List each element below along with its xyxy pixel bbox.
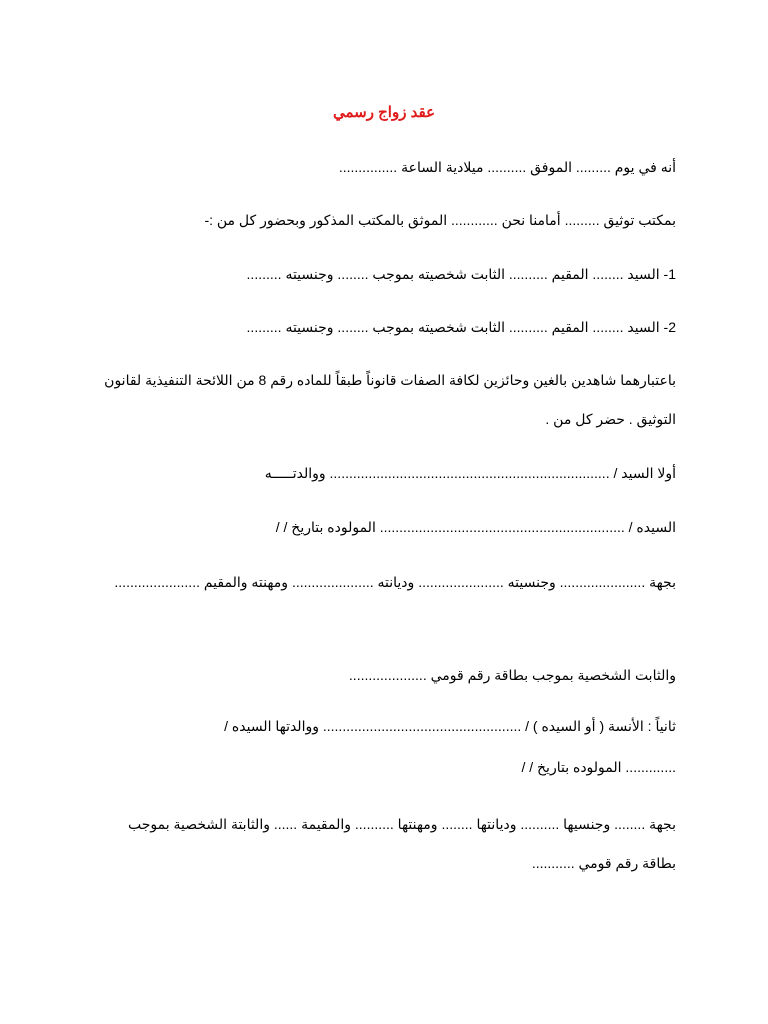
- groom-details: بجهة ...................... وجنسيته ...................... وديانته ..................... ومهنته والمقيم ......................: [114, 574, 676, 590]
- witness-2: 2- السيد ........ المقيم .......... الثابت شخصيته بموجب ........ وجنسيته .........: [246, 319, 676, 335]
- bride-details: بجهة ........ وجنسيها .......... وديانتها ........ ومهنتها .......... والمقيمة ...... والثابتة الشخصية بموجب بطاقة رقم قومي ...........: [127, 816, 676, 871]
- groom-name: أولا السيد / ........................................................................ ووالدتـــــه: [264, 465, 676, 481]
- groom-national-id: والثابت الشخصية بموجب بطاقة رقم قومي ....................: [348, 667, 676, 683]
- witness-1: 1- السيد ........ المقيم .......... الثابت شخصيته بموجب ........ وجنسيته .........: [246, 266, 676, 282]
- bride-name: ثانياً : الأنسة ( أو السيده ) / ................................................... ووالدتها السيده /: [224, 718, 676, 734]
- clause-day-time: أنه في يوم ......... الموفق .......... ميلادية الساعة ...............: [338, 159, 676, 175]
- clause-office: بمكتب توثيق ......... أمامنا نحن ............ الموثق بالمكتب المذكور وبحضور كل من :-: [204, 212, 676, 228]
- document-title: عقد زواج رسمي: [332, 104, 436, 121]
- bride-birthdate: ............. المولوده بتاريخ / /: [521, 759, 676, 775]
- groom-mother: السيده / ............................................................... المولوده بتاريخ / /: [275, 519, 676, 535]
- witness-qualification: باعتبارهما شاهدين بالغين وحائزين لكافة الصفات قانوناً طبقاً للماده رقم 8 من اللائحة التنفيذية لقانون التوثيق . حضر كل من .: [104, 372, 676, 427]
